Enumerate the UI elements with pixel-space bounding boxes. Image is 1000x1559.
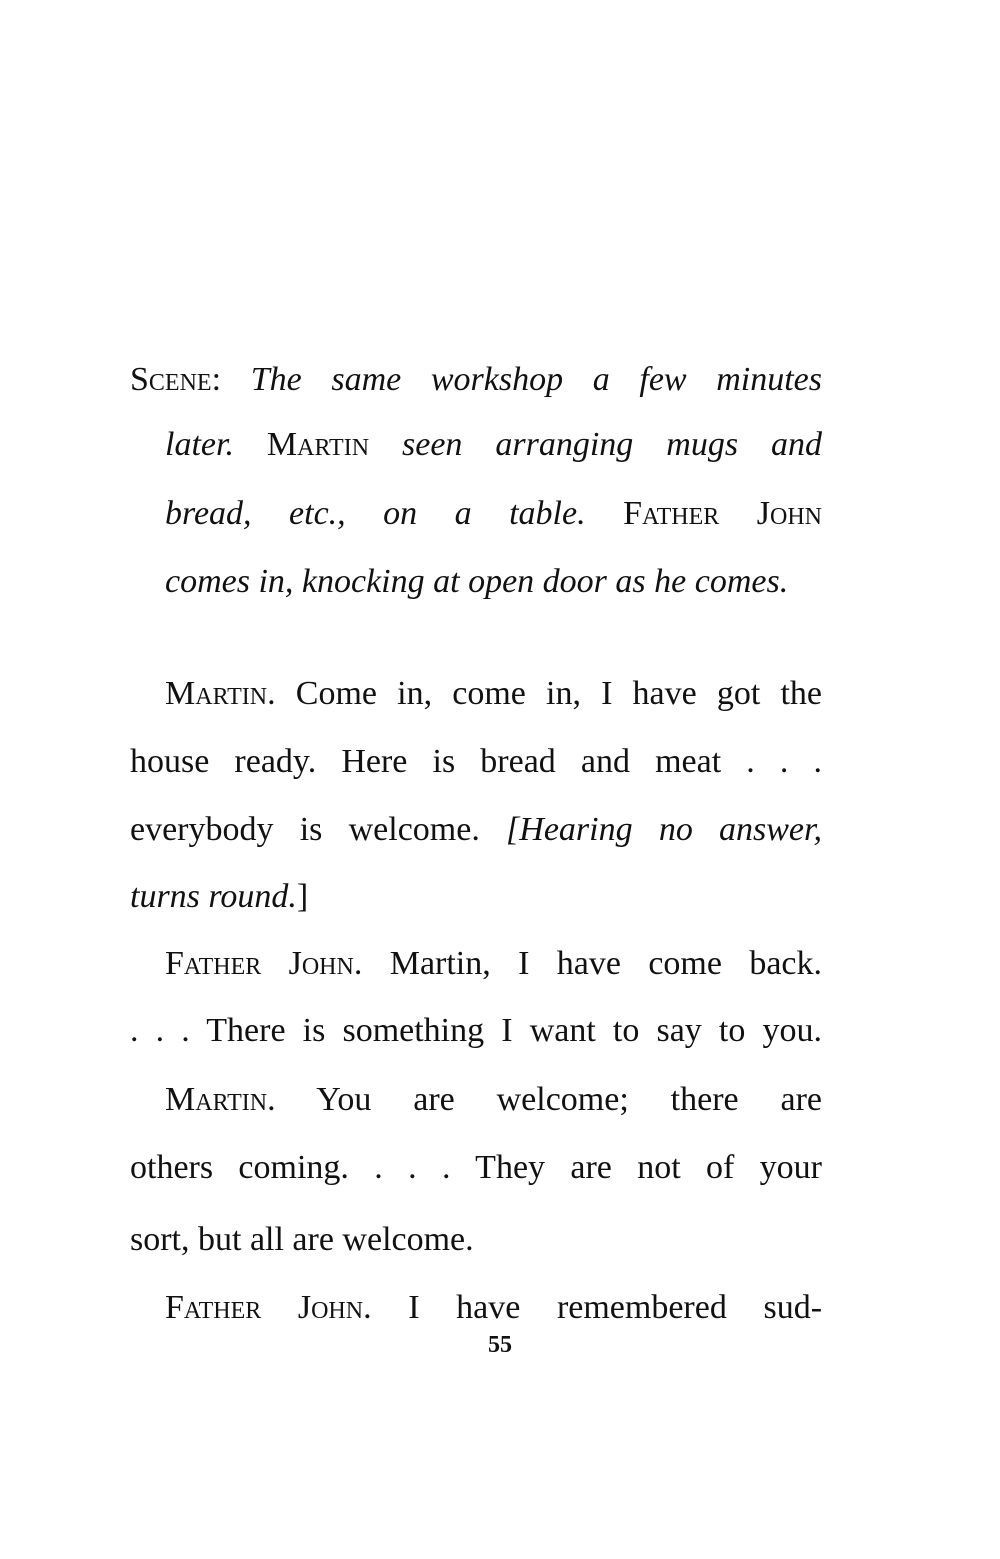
dialogue-line <box>165 1288 822 1328</box>
speaker-name: Father John. <box>165 1289 372 1326</box>
dialogue-line <box>130 810 822 850</box>
dialogue-line <box>165 674 822 714</box>
dialogue-line: others coming. . . . They are not of your <box>130 1149 822 1186</box>
dialogue-line: sort, but all are welcome. <box>130 1221 474 1258</box>
page-number: 55 <box>488 1332 512 1358</box>
scene-text: later. <box>165 426 234 463</box>
speech-text: everybody is welcome. <box>130 811 480 848</box>
scene-line-4: comes in, knocking at open door as he comes. <box>165 563 789 600</box>
dialogue-line <box>130 877 822 917</box>
speaker-name: Martin. <box>165 675 276 712</box>
speaker-name: Martin. <box>165 1081 276 1118</box>
dialogue-line <box>165 944 822 984</box>
speech-text: Come in, come in, I have got the <box>295 675 823 712</box>
speech-text: I have remembered sud- <box>408 1289 823 1326</box>
speech-text: Martin, I have come back. <box>389 945 823 982</box>
dialogue-line: . . . There is something I want to say to you. <box>130 1012 822 1049</box>
scene-line-1 <box>130 360 822 400</box>
scene-line-2 <box>165 425 822 465</box>
scene-label: Scene <box>130 361 212 398</box>
stage-direction: [Hearing no answer, <box>506 811 822 848</box>
scene-text: seen arranging mugs and <box>402 426 823 463</box>
dialogue-line <box>165 1080 822 1120</box>
speaker-name: Father John <box>623 495 823 532</box>
stage-direction: turns round. <box>130 878 297 915</box>
speaker-name: Martin <box>266 426 370 463</box>
speaker-name: Father John. <box>165 945 363 982</box>
scene-text: bread, etc., on a table. <box>165 495 586 532</box>
dialogue-line: house ready. Here is bread and meat . . . <box>130 743 822 780</box>
scene-line-3 <box>165 494 822 534</box>
speech-text: You are welcome; there are <box>316 1081 822 1118</box>
scene-colon: : <box>211 361 222 398</box>
scene-text: The same workshop a few minutes <box>250 361 823 398</box>
bracket: ] <box>296 878 309 915</box>
